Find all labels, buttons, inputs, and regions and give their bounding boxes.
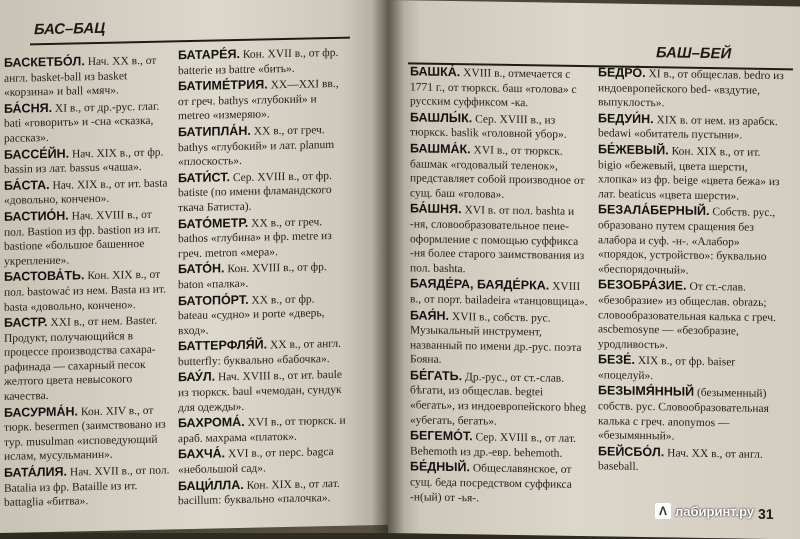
dictionary-entry [4,175,172,209]
entry-headword: БА́СТА. [4,177,50,193]
entry-headword: БАСУРМА́Н. [4,404,78,420]
page-number: 31 [758,505,774,523]
right-column-2 [598,65,784,478]
entry-headword: БЕ́ЖЕВЫЙ. [598,142,669,158]
entry-headword: БАТТЕРФЛЯ́Й. [178,337,268,354]
entry-text: Др.-рус., от ст.-слав. бѣгати, из общеслав. begtei «бегать», из индоевропейского bheg «убегать, бегать». [410,371,587,428]
entry-headword: БАСТОВА́ТЬ. [4,268,85,285]
entry-headword: БЕ́ГАТЬ. [410,368,463,384]
entry-text: Собств. рус., образовано путем сращения без алабора и суф. -н-. «Алабор» «порядок, устройство»: буквально «беспорядочный». [598,206,776,277]
dictionary-entry [598,203,784,280]
dictionary-entry [598,65,784,113]
entry-headword: БЕДУИ́Н. [598,111,654,126]
entry-text: XVI в. от пол. bashta и -ня, словообразовательное пеиеоформление с помощью суффикса -ня более старого заимствования из пол. bashta. [410,204,585,275]
dictionary-entry [178,259,346,293]
dictionary-entry [178,475,346,509]
entry-text: От ст.-слав. «безобразие» из общеслав. obrazь; словообразовательная калька с греч. ascbemosyne — «безобразие, уродливость». [598,281,776,352]
dictionary-entry [178,122,346,170]
dictionary-entry [4,312,172,404]
dictionary-entry [598,142,784,204]
right-column-1 [410,64,588,508]
dictionary-entry [410,141,588,203]
dictionary-entry [410,429,588,462]
dictionary-entry [178,444,346,478]
entry-headword: БАШКА́. [410,64,461,80]
dictionary-entry [4,402,172,465]
dictionary-entry [178,76,346,124]
entry-text: Кон. XVII в., от фр. batterie из battre «бить». [178,46,339,77]
entry-headword: БАТО́Н. [178,261,225,277]
entry-headword: БЕЗЫМЯ́ННЫЙ [598,383,695,400]
dictionary-entry [4,267,172,315]
entry-text: XX в., от англ. butterfly: буквально «бабочка». [178,338,342,369]
dictionary-entry [410,202,588,279]
entry-text: Кон. XIV в., от тюрк. besermen (заимствовано из тур. musulman «исповедующий ислам, мусульманин». [4,404,166,464]
entry-headword: БАШМА́К. [410,141,471,157]
dictionary-entry [178,290,346,338]
entry-text: Нач. XIX в., от фр. bassin из лат. bassus «чаша». [4,146,164,177]
entry-text: Кон. XIX в., от ит. bigio «бежевый, цвета шерсти, хлопка» из фр. beige «цвета бежа» из лат. beaticus «цвета шерсти». [598,145,780,203]
entry-headword: БАТАРЕ́Я. [178,46,240,63]
dictionary-entry [4,206,172,269]
entry-headword: БЕЗОБРА́ЗИЕ. [598,277,687,294]
entry-text: XXI в., от нем. Baster. Продукт, получающийся в процессе производства сахара-рафинада — сахарный песок желтого цвета невысокого качества. [4,314,158,403]
dictionary-entry [178,413,346,447]
entry-headword: БА́СНЯ. [4,100,53,116]
entry-text: Кон. XIX в., от лат. bacillum: буквально «палочка». [178,477,340,508]
dictionary-entry [4,52,172,100]
dictionary-entry [410,308,588,370]
entry-headword: БАЦИ́ЛЛА. [178,477,244,493]
entry-headword: БАЯ́Н. [410,307,450,323]
dictionary-entry [178,336,346,370]
entry-text: Сер. XVIII в., из тюркск. baslik «головной убор». [410,113,567,142]
entry-headword: БЕЗАЛА́БЕРНЫЙ. [598,202,710,219]
watermark [655,503,754,519]
entry-text: Нач. XX в., от англ. basket-ball из basket «корзина» и ball «мяч». [4,54,157,100]
entry-text: XVI в., от тюркск. башмак «годовалый теленок», представляет собой производное от сущ. баш «голова». [410,144,585,201]
entry-headword: БЕ́ДНЫЙ. [410,459,470,475]
dictionary-entry [410,64,588,112]
entry-headword: БАСТР. [4,315,48,331]
entry-headword: БАТИМЕ́ТРИЯ. [178,77,268,94]
entry-headword: БАТИ́СТ. [178,169,230,186]
dictionary-entry [598,444,784,477]
entry-text: (безыменный) собств. рус. Словообразовательная калька с греч. anonymos — «безымянный». [598,387,769,443]
entry-text: Нач. XX в., от англ. baseball. [598,447,763,474]
entry-headword: БАССЕ́ЙН. [4,146,70,162]
labyrinth-logo-icon: Λ [655,503,671,519]
entry-text: XVI в., от тюркск. и араб. махрама «платок». [178,415,346,446]
entry-text: XVIII в., от порт. bailadeira «танцовщица». [410,280,588,309]
dictionary-entry [4,144,172,178]
entry-text: XI в., от др.-рус. глаг. bati «говорить» и -сна «сказка, рассказ». [4,100,160,145]
entry-headword: БАТИПЛА́Н. [178,123,251,140]
entry-headword: БАСТИО́Н. [4,208,69,224]
entry-text: XVII в., собств. рус. Музыкальный инструмент, названный по имени др.-рус. поэта Бояна. [410,310,582,367]
entry-text: Сер. XVIII в., от фр. batiste (по имени фламандского ткача Батиста). [178,169,332,215]
dictionary-entry [410,460,588,508]
entry-text: XVI в., от перс. bagca «небольшой сад». [178,446,334,477]
right-page [388,0,800,539]
entry-headword: БЕЗЕ́. [598,352,635,368]
left-header-rule [30,37,350,46]
entry-headword: БАХРОМА́. [178,415,245,431]
left-column-2 [178,45,346,510]
entry-text: XX в., от греч. bathys «глубокий» и лат. planum «плоскость». [178,124,335,169]
entry-headword: БАСКЕТБО́Л. [4,54,85,70]
dictionary-entry [178,168,346,216]
entry-text: Кон. XIX в., от пол. bastować из нем. Basta из ит. basta «довольно, кончено». [4,268,166,314]
dictionary-entry [410,110,588,143]
right-running-head: БАШ–БЕЙ [656,44,732,63]
entry-text: Нач. XVIII в., от пол. Bastion из фр. bastion из ит. bastione «большое башенное укрепление». [4,208,161,268]
entry-text: XX—XXI вв., от греч. bathys «глубокий» и metreo «измеряю». [178,78,339,123]
entry-text: Сер. XVIII в., от лат. Behemoth из др.-евр. behemoth. [410,431,576,460]
dictionary-entry [178,367,346,415]
entry-text: XX в., от фр. bateau «судно» и porte «дверь, вход». [178,292,325,337]
entry-headword: БАТОПО́РТ. [178,292,249,308]
entry-headword: БЕЙСБО́Л. [598,444,665,460]
dictionary-entry [178,213,346,261]
entry-headword: БАУ́Л. [178,369,216,385]
entry-headword: БАТА́ЛИЯ. [4,464,68,480]
entry-text: Кон. XVIII в., от фр. baton «палка». [178,261,327,292]
entry-headword: БАТО́МЕТР. [178,215,249,231]
entry-headword: БА́ШНЯ. [410,201,462,217]
entry-headword: БАХЧА́. [178,446,226,462]
entry-headword: БЕГЕМО́Т. [410,428,473,444]
left-page [0,0,388,533]
entry-text: Нач. XVIII в., от ит. baule из тюркск. baul «чемодан, сундук для одежды». [178,369,342,414]
left-column-1 [4,52,172,511]
dictionary-entry [598,111,784,144]
entry-headword: БАШЛЫ́К. [410,110,473,126]
entry-text: XI в., от общеслав. bedro из индоевропейского bed- «вздутие, выпуклость». [598,68,784,110]
dictionary-entry [598,353,784,386]
dictionary-entry [178,45,346,79]
entry-text: XVIII в., отмечается с 1771 г., от тюркск. баш «голова» с русским суффиксом -ка. [410,67,577,110]
dictionary-entry [410,277,588,310]
book-gutter [372,0,404,533]
entry-text: XX в., от греч. bathos «глубина» и фр. metre из греч. metron «мера». [178,215,332,260]
watermark-text: лабиринт.ру [675,503,755,519]
left-running-head: БАС–БАЦ [34,19,106,39]
entry-text: XIX в. от нем. из арабск. bedawi «обитатель пустыни». [598,113,778,142]
entry-text: Общеславянское, от сущ. беда посредством суффикса -н(ый) от -ья-. [410,462,572,505]
entry-text: XIX в., от фр. baiser «поцелуй». [598,355,736,383]
dictionary-entry [598,278,784,355]
dictionary-entry [4,462,172,510]
entry-text: Нач. XVII в., от пол. Batalia из фр. Bataille из ит. battaglia «битва». [4,464,170,510]
dictionary-entry [4,98,172,146]
dictionary-entry [410,368,588,430]
dictionary-entry [598,384,784,446]
entry-headword: БЕДРО́. [598,65,646,81]
entry-text: Нач. XIX в., от ит. basta «довольно, кончено». [4,177,168,208]
entry-headword: БАЯДЕ́РА, БАЯДЕ́РКА. [410,276,550,293]
